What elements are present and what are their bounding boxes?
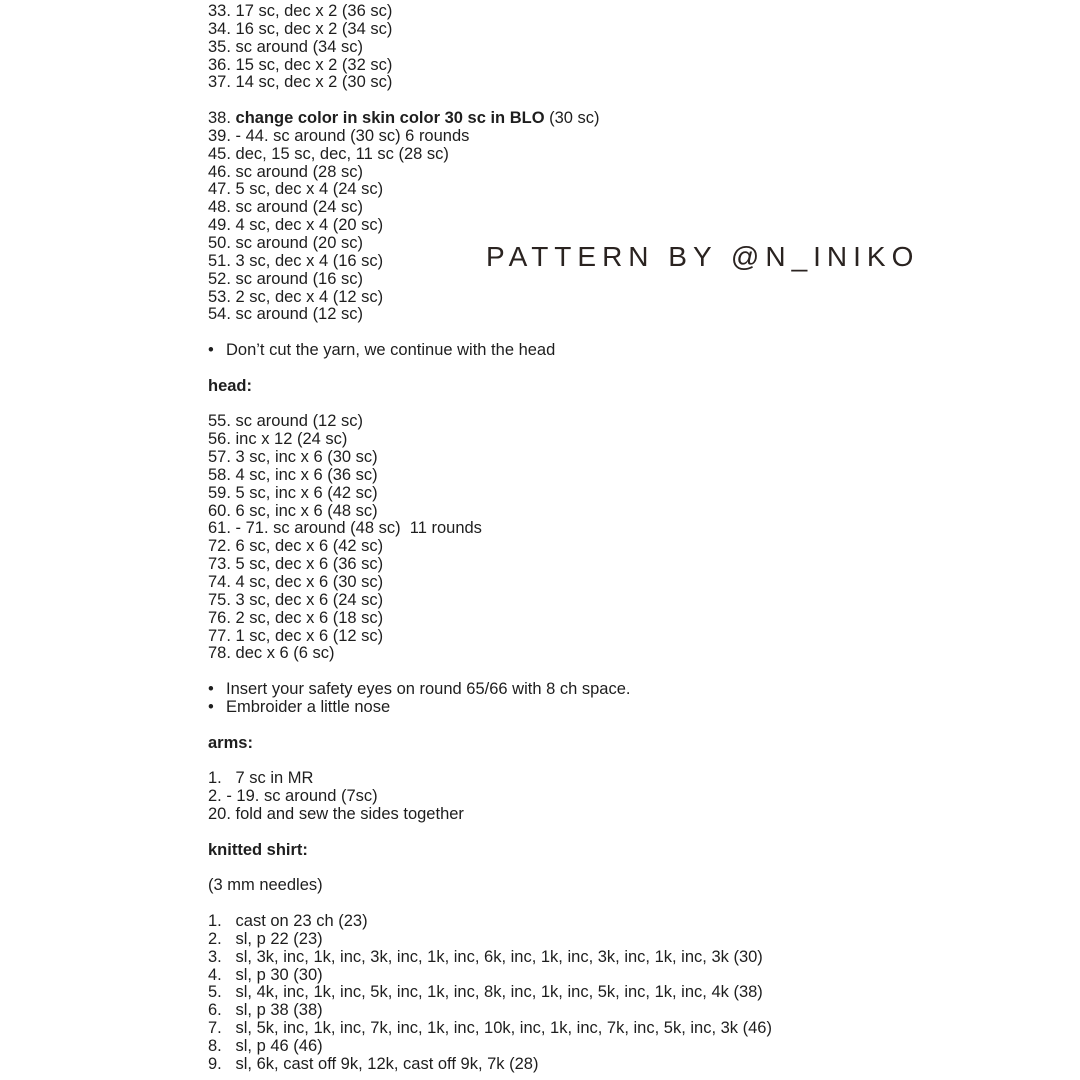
round-line: 58. 4 sc, inc x 6 (36 sc)	[208, 465, 378, 484]
spacer	[208, 396, 908, 414]
spacer	[208, 860, 908, 878]
round-line: 54. sc around (12 sc)	[208, 305, 363, 324]
round-line: 59. 5 sc, inc x 6 (42 sc)	[208, 483, 378, 502]
round-line: 52. sc around (16 sc)	[208, 269, 363, 288]
round-line: 46. sc around (28 sc)	[208, 162, 363, 181]
round-line: 1. 7 sc in MR	[208, 769, 314, 788]
round-line: 48. sc around (24 sc)	[208, 198, 363, 217]
spacer	[208, 92, 908, 110]
body-rounds-part2	[208, 128, 908, 324]
round-38-line	[208, 110, 908, 128]
round-line: 2. - 19. sc around (7sc)	[208, 787, 378, 806]
round-38-number: 38.	[208, 109, 236, 128]
row-line: 4. sl, p 30 (30)	[208, 965, 323, 984]
round-line: 61. - 71. sc around (48 sc) 11 rounds	[208, 519, 482, 538]
round-line: 73. 5 sc, dec x 6 (36 sc)	[208, 555, 384, 574]
row-line: 8. sl, p 46 (46)	[208, 1036, 323, 1055]
round-line: 55. sc around (12 sc)	[208, 412, 363, 431]
row-line: 6. sl, p 38 (38)	[208, 1001, 323, 1020]
bullet-icon: •	[208, 341, 214, 360]
round-line: 74. 4 sc, dec x 6 (30 sc)	[208, 573, 384, 591]
spacer	[208, 824, 908, 842]
bullet-icon: •	[208, 680, 214, 699]
round-38-color-change: change color in skin color 30 sc in BLO	[235, 109, 545, 128]
row-line: 1. cast on 23 ch (23)	[208, 912, 368, 931]
head-heading: head:	[208, 376, 253, 395]
body-note-text: Don’t cut the yarn, we continue with the head	[226, 341, 556, 360]
round-line: 57. 3 sc, inc x 6 (30 sc)	[208, 448, 378, 467]
spacer	[208, 663, 908, 681]
row-line: 9. sl, 6k, cast off 9k, 12k, cast off 9k, 7k (28)	[208, 1054, 539, 1073]
round-line: 36. 15 sc, dec x 2 (32 sc)	[208, 55, 393, 74]
round-line: 78. dec x 6 (6 sc)	[208, 644, 335, 663]
arms-heading: arms:	[208, 733, 253, 752]
row-line: 7. sl, 5k, inc, 1k, inc, 7k, inc, 1k, inc, 10k, inc, 1k, inc, 7k, inc, 5k, inc, 3k (46)	[208, 1019, 772, 1038]
arms-rounds	[208, 770, 908, 824]
round-line: 50. sc around (20 sc)	[208, 233, 363, 252]
round-line: 39. - 44. sc around (30 sc) 6 rounds	[208, 126, 470, 145]
head-note-text: Embroider a little nose	[226, 697, 391, 716]
round-line: 33. 17 sc, dec x 2 (36 sc)	[208, 2, 393, 20]
body-rounds-part1	[208, 3, 908, 92]
head-rounds	[208, 413, 908, 663]
head-note-item	[208, 681, 908, 699]
pattern-credit-watermark: PATTERN BY @N_INIKO	[486, 241, 920, 272]
round-line: 75. 3 sc, dec x 6 (24 sc)	[208, 590, 384, 609]
round-line: 76. 2 sc, dec x 6 (18 sc)	[208, 608, 384, 627]
body-note-item	[208, 342, 908, 360]
round-line: 77. 1 sc, dec x 6 (12 sc)	[208, 626, 384, 645]
spacer	[208, 360, 908, 378]
round-line: 45. dec, 15 sc, dec, 11 sc (28 sc)	[208, 144, 449, 163]
shirt-rows	[208, 913, 908, 1074]
round-line: 34. 16 sc, dec x 2 (34 sc)	[208, 19, 393, 38]
round-line: 60. 6 sc, inc x 6 (48 sc)	[208, 501, 378, 520]
pattern-document	[208, 3, 908, 1074]
bullet-icon: •	[208, 697, 214, 716]
round-line: 56. inc x 12 (24 sc)	[208, 430, 348, 449]
row-line: 3. sl, 3k, inc, 1k, inc, 3k, inc, 1k, inc, 6k, inc, 1k, inc, 3k, inc, 1k, inc, 3k (30)	[208, 947, 763, 966]
spacer	[208, 752, 908, 770]
round-line: 35. sc around (34 sc)	[208, 37, 363, 56]
head-note-item	[208, 699, 908, 717]
round-38-count: (30 sc)	[544, 109, 600, 128]
shirt-heading: knitted shirt:	[208, 840, 308, 859]
shirt-needles-note: (3 mm needles)	[208, 876, 323, 895]
round-line: 47. 5 sc, dec x 4 (24 sc)	[208, 180, 384, 199]
round-line: 49. 4 sc, dec x 4 (20 sc)	[208, 216, 384, 235]
spacer	[208, 895, 908, 913]
spacer	[208, 324, 908, 342]
round-line: 51. 3 sc, dec x 4 (16 sc)	[208, 251, 384, 270]
round-line: 53. 2 sc, dec x 4 (12 sc)	[208, 287, 384, 306]
head-note-text: Insert your safety eyes on round 65/66 with 8 ch space.	[226, 680, 631, 699]
round-line: 37. 14 sc, dec x 2 (30 sc)	[208, 73, 393, 92]
round-line: 20. fold and sew the sides together	[208, 804, 464, 823]
row-line: 5. sl, 4k, inc, 1k, inc, 5k, inc, 1k, inc, 8k, inc, 1k, inc, 5k, inc, 1k, inc, 4k (38)	[208, 983, 763, 1002]
spacer	[208, 717, 908, 735]
round-line: 72. 6 sc, dec x 6 (42 sc)	[208, 537, 384, 556]
row-line: 2. sl, p 22 (23)	[208, 929, 323, 948]
